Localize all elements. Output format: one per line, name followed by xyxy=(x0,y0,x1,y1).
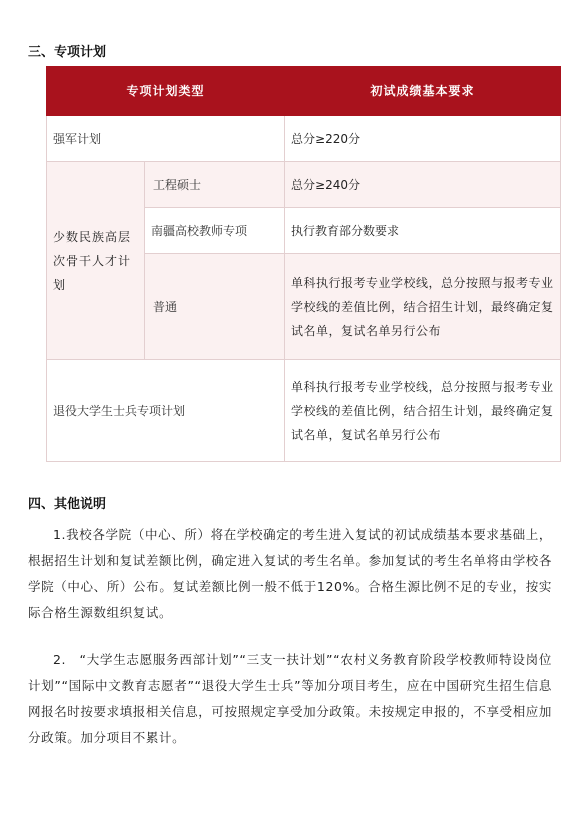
header-plan-type: 专项计划类型 xyxy=(47,67,285,116)
plan-group-title-cell: 少数民族高层次骨干人才计划 xyxy=(47,162,145,360)
header-score-requirement: 初试成绩基本要求 xyxy=(285,67,561,116)
section-3-heading: 三、专项计划 xyxy=(28,45,107,60)
requirement-cell: 单科执行报考专业学校线，总分按照与报考专业学校线的差值比例，结合招生计划，最终确定复试名单，复试名单另行公布 xyxy=(285,254,561,360)
requirement-cell: 总分≥220分 xyxy=(285,116,561,162)
note-paragraph-1 xyxy=(28,522,552,626)
note-paragraph-2 xyxy=(28,647,552,751)
plan-subtype-cell: 普通 xyxy=(145,254,285,360)
table-row xyxy=(47,360,561,462)
table-row xyxy=(47,116,561,162)
plan-subtype-cell: 工程硕士 xyxy=(145,162,285,208)
table-row xyxy=(47,162,561,208)
special-plan-table xyxy=(46,66,561,462)
note-text: 1.我校各学院（中心、所）将在学校确定的考生进入复试的初试成绩基本要求基础上，根据招生计划和复试差额比例，确定进入复试的考生名单。参加复试的考生名单将由学校各学院（中心、所）公布。复试差额比例一般不低于120%。合格生源比例不足的专业，按实际合格生源数组织复试。 xyxy=(28,527,553,620)
table-header-row xyxy=(47,67,561,116)
requirement-cell: 单科执行报考专业学校线，总分按照与报考专业学校线的差值比例，结合招生计划，最终确定复试名单，复试名单另行公布 xyxy=(285,360,561,462)
plan-type-cell: 退役大学生士兵专项计划 xyxy=(47,360,285,462)
plan-subtype-cell: 南疆高校教师专项 xyxy=(145,208,285,254)
plan-type-cell: 强军计划 xyxy=(47,116,285,162)
note-text: 2. “大学生志愿服务西部计划”“三支一扶计划”“农村义务教育阶段学校教师特设岗位计划”“国际中文教育志愿者”“退役大学生士兵”等加分项目考生，应在中国研究生招生信息网报名时按要求填报相关信息，可按照规定享受加分政策。未按规定申报的，不享受相应加分政策。加分项目不累计。 xyxy=(28,652,553,745)
requirement-cell: 执行教育部分数要求 xyxy=(285,208,561,254)
section-4-heading: 四、其他说明 xyxy=(28,497,107,512)
requirement-cell: 总分≥240分 xyxy=(285,162,561,208)
